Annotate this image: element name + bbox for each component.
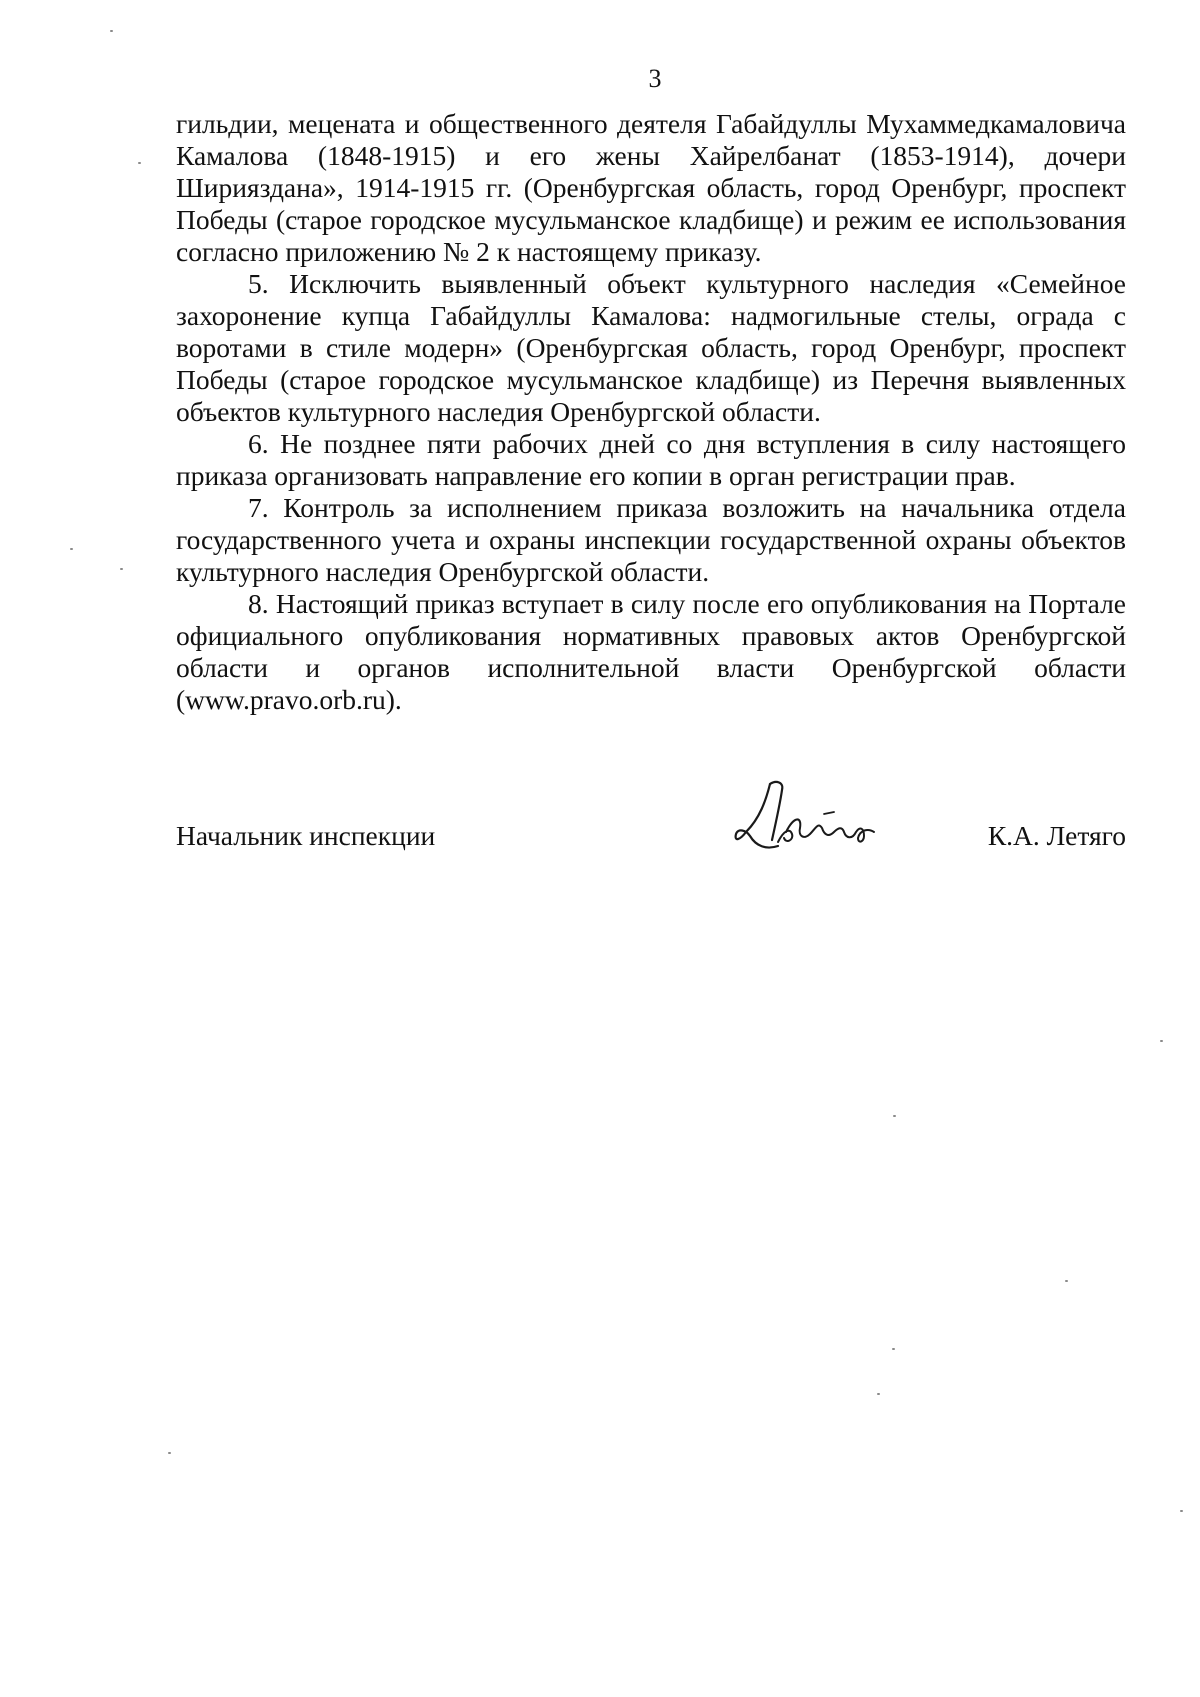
- scan-speck: [1160, 1040, 1163, 1042]
- paragraph-item-7: 7. Контроль за исполнением приказа возложить на начальника отдела государственного учета и охраны инспекции государственной охраны объектов культурного наследия Оренбургской области.: [176, 492, 1126, 587]
- page-number: 3: [648, 64, 662, 93]
- scan-speck: [1065, 1280, 1068, 1282]
- signature-block: [176, 820, 1126, 860]
- document-body: [176, 108, 1126, 716]
- paragraph-item-5: 5. Исключить выявленный объект культурного наследия «Семейное захоронение купца Габайдуллы Камалова: надмогильные стелы, ограда с воротами в стиле модерн» (Оренбургская область, город Оренбург, проспект Победы (старое городское мусульманское кладбище) из Перечня выявленных объектов культурного наследия Оренбургской области.: [176, 268, 1126, 427]
- scan-speck: [138, 162, 141, 164]
- paragraph-continuation: гильдии, мецената и общественного деятеля Габайдуллы Мухаммедкамаловича Камалова (1848-1915) и его жены Хайрелбанат (1853-1914), дочери Ширияздана», 1914-1915 гг. (Оренбургская область, город Оренбург, проспект Победы (старое городское мусульманское кладбище) и режим ее использования согласно приложению № 2 к настоящему приказу.: [176, 108, 1126, 267]
- scan-speck: [120, 568, 123, 570]
- scan-speck: [110, 30, 113, 32]
- scan-speck: [168, 1452, 171, 1454]
- scan-speck: [877, 1393, 880, 1395]
- signatory-position: Начальник инспекции: [176, 820, 436, 851]
- signatory-name: К.А. Летяго: [987, 820, 1126, 851]
- scan-speck: [893, 1115, 896, 1117]
- scan-speck: [1180, 1510, 1183, 1512]
- handwritten-signature: [726, 770, 896, 870]
- paragraph-item-8: 8. Настоящий приказ вступает в силу после его опубликования на Портале официального опубликования нормативных правовых актов Оренбургской области и органов исполнительной власти Оренбургской области (www.pravo.orb.ru).: [176, 588, 1126, 715]
- scan-speck: [892, 1348, 895, 1350]
- scan-speck: [70, 548, 73, 550]
- paragraph-item-6: 6. Не позднее пяти рабочих дней со дня вступления в силу настоящего приказа организовать направление его копии в орган регистрации прав.: [176, 428, 1126, 491]
